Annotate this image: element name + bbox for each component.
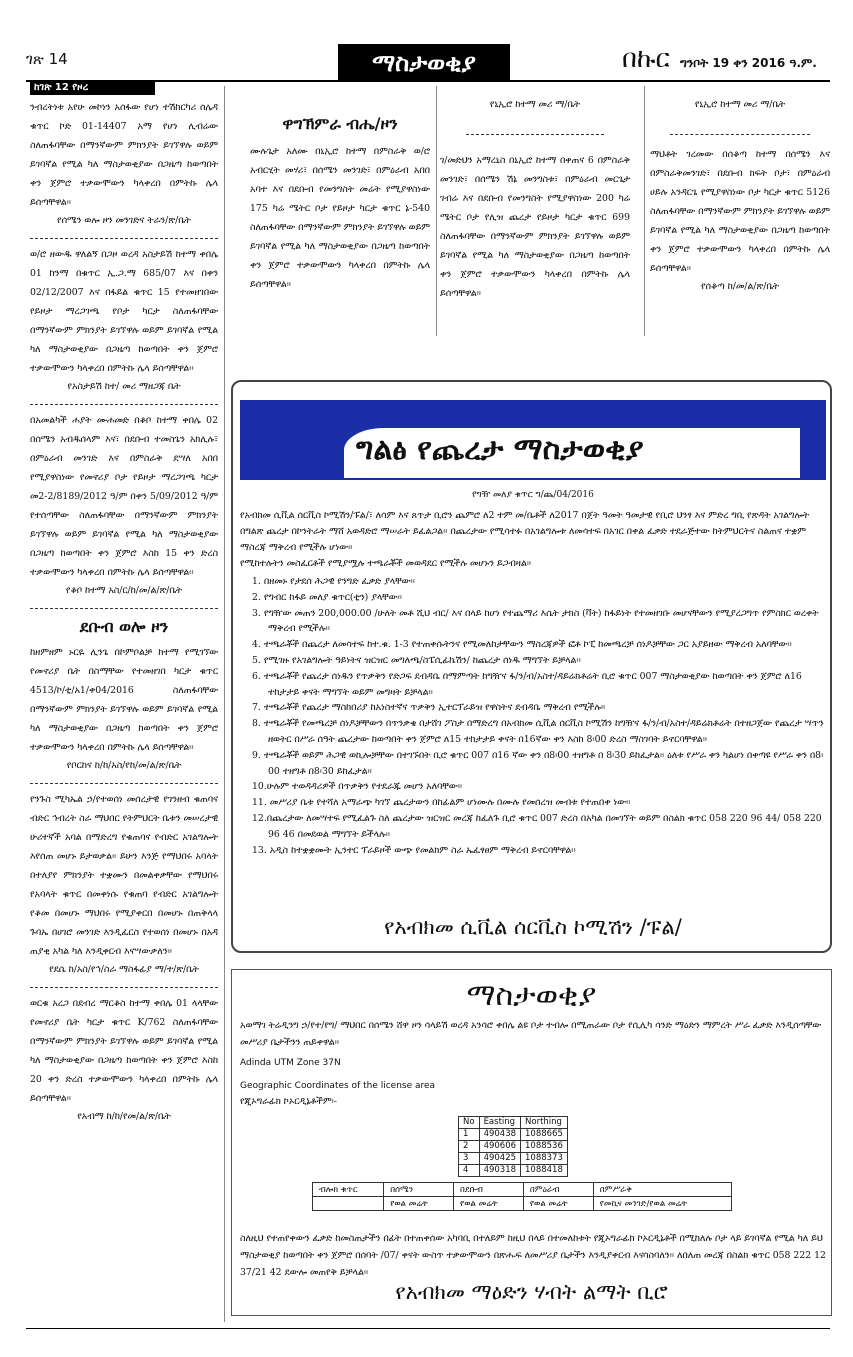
middle-column — [250, 114, 430, 294]
table-cell: 4 — [459, 1165, 480, 1177]
list-item: 4. ተጫራቾች በጨረታ ለመሳተፍ ከተ.ቁ. 1-3 የተጠቀሱትንና የሚመለከታቸውን ማስረጃዎች ፎቶ ኮፒ ከመጫረቻ ሰነዶቻቸው ጋር አያይዘው ማቅረብ አለባቸው፡፡ — [252, 639, 792, 651]
separator — [30, 404, 218, 405]
notice-signature: የኒኢሮ ከተማ መሪ ማ/ቤት — [489, 99, 581, 110]
bid-notice-title: ግልፅ የጨረታ ማስታወቂያ — [356, 432, 644, 467]
mining-notice-title: ማስታወቂያ — [466, 978, 597, 1013]
table-cell: 490318 — [479, 1165, 520, 1177]
table-row — [459, 1165, 568, 1177]
coordinates-label: Geographic Coordinates of the license area — [240, 1080, 436, 1091]
column-header: በምዕራብ — [523, 1183, 593, 1197]
coordinates-label-am: የጂኦግራፊክ ኮኦርዲኔቶችም፡- — [240, 1096, 337, 1107]
notice-text: ገ/መድህን አማረኒስ በኒኢሮ ከተማ በቀጠና 6 በምስራቅ መንገድ፣ በሰሜን ሽኔ መንግስቱ፣ በምዕራብ መርጌታ ገብሬ እና በደቡብ የመንግስት የሚያዋስነው 200 ካሬ ሜትር ቦታ የሊዝ ጨረታ የይዞታ ካርታ ቁጥር 699 ስለጠፋባቸው በማንኛውም ምክንያት ይገኘዋሉ ወይም ይገባኛል የሚል ካለ ማስታወቂያው በጋዜጣ ከወጣበት ቀን ጀምሮ ተቃውሞውን ካላቀረበ በምትኩ ሌላ ይሰጣቸዋል፡፡ — [440, 155, 630, 299]
list-item: 3. የግዥው መጠን 200,000.00 /ሁለት መቶ ሺህ ብር/ እና በላይ ከሆነ የተጨማሪ እሴት ታክስ (ቫት) ከፋይነት የተመዘገቡ መሆናቸውን የሚያረጋግጥ የምስክር ወረቀት ማቅረብ የሚችሉ፡፡ — [252, 607, 819, 635]
table-row — [459, 1153, 568, 1165]
separator — [30, 783, 218, 784]
notice-text: የንጉስ ሚካኤል ኃ/የተወሰነ መሰረታዊ የገንዘብ ቁጠባና ብድር ኅብረት ስራ ማህበር የትምህርት ቤቱን መሠረታዊ ሁሪተኛች አባል በማድረግ የቁጠባና የብድር አገልግሎት እየሰጠ መሆኑ ይታወቃል፡፡ ይሁን እንጅ የማህበሩ አባላት በተለያየ ምክንያት ተቋሙን በመልቀቃቸው የማህበሩ የአባላት ቁጥር በመቀነሱ የቁጠባ የብድር አገልግሎት የቆመ በመሆኑ ማህበሩ የሚያቀርበ በመሆኑ በጠቅላላ ጉባኤ በሀገሮ መንገድ እንዲፈርስ የተወሰነ በመሆኑ በአዳ ጠያቂ አካል ካለ እንዲቀርብ እናሣውቃለን፡፡ — [30, 794, 218, 957]
notice-signature: የሰቆጣ ከ/መ/ል/ጽ/ቤት — [700, 281, 780, 292]
notice-text: በአመልካች ሐያት ሙሐመድ በቆቦ ከተማ ቀበሌ 02 በሰሜን አብዱሰላም እና፣ በደቡብ ተመስጌን አክሊሉ፣ በምዕራብ መንገድ እና በምስራቅ ደሣለ አበበ የሚያዋስነው የመኖሪያ ቦታ የይዞታ ማረጋገጫ ካርታ መ2-2/8189/2012 ዓ/ም በቀን 5/09/2012 ዓ/ም የተሰጣቸው ስለጠፋባቸው በማንኛውም ምክንያት ይገኘዋሉ ወይም ይገባኛል የሚል ካለ ማስታወቂያው በጋዜጣ ከወጣበት ቀን ጀምሮ እስከ 15 ቀን ድረስ ተቃውሞውን ካላቀረበ በምትኩ ሌላ ይሰጣቸዋል፡፡ — [30, 415, 218, 578]
notice-text: ወ/ሮ ዘውዱ ዋለልኝ በጋዞ ወረዳ አስታይሽ ከተማ ቀበሌ 01 ከንማ በቁጥር ኢ.ጋ.ማ 685/07 እና በቀን 02/12/2007 እና በፋይል ቁጥር 15 የተመዘገበው የይዞታ ማረጋገጫ የቦታ ካርታ ስለጠፋባቸው በማንኛውም ምክንያት ይገኘዋሉ ወይም ይገባኛል የሚል ካለ ማስታወቂያው በጋዜጣ ከወጣበት ቀን ጀምሮ ተቃውሞውን ካላቀረበ በምትኩ ሌላ ይሰጣቸዋል፡፡ — [30, 249, 218, 374]
notice-signature: የደሴ ከ/አስ/የኅ/ስራ ማስፋፊያ ማ/ተ/ጽ/ቤት — [49, 964, 199, 975]
table-cell: 490425 — [479, 1153, 520, 1165]
boundary-table — [312, 1182, 732, 1211]
separator — [466, 134, 604, 135]
notice-signature: የአብማ ከ/ከ/የመ/ል/ጽ/ቤት — [77, 1111, 171, 1122]
list-item: 5. የሚገዙ የአገልግሎት ዓይነትና ዝርዝር መግለጫ/ስፔሲፊኬሽን/ ከጨረታ ሰነዱ ማግኘት ይቻላል፡፡ — [252, 654, 581, 666]
notice-signature: የአስታይሽ ከተ/ መሪ ማዘጋጃ ቤት — [67, 381, 181, 392]
third-column — [440, 96, 630, 303]
column-header: በምሥራቅ — [593, 1183, 731, 1197]
list-item: 1. በዘመኑ የታደሰ ሕጋዊ የንግድ ፈቃድ ያላቸው፡፡ — [252, 576, 415, 587]
table-cell — [313, 1197, 384, 1211]
list-item: 8. ተጫራቾች የመጫረቻ ሰነዶቻቸውን በጥንቃቄ በታሸገ ፖስታ በማድረግ በአብክመ ሲቪል ሰርቪስ ኮሚሽን ከግዥና ፋ/ን/ብ/አስተ/ዳይሬክቶሬት በተዘጋጀው የጨረታ ሣጥን ዘወትር በሥራ ሰዓት ጨረታው ከወጣበት ቀን ጀምሮ ለ15 ተከታታይ ቀናት በ16ኛው ቀን እስከ 8፡00 ድረስ ማስገባት ይኖርባቸዋል፡፡ — [252, 718, 824, 745]
issue-date: ግንቦት 19 ቀን 2016 ዓ.ም. — [680, 56, 817, 70]
bid-reference: የግዥ መለያ ቁጥር ግ/ጨ/04/2016 — [472, 490, 594, 500]
bid-intro-text: የአብክመ ሲቪል ሰርቪስ ኮሚሽን/ፑል/፣ ለሳም እና ጸጥታ ቢሮን ጨምሮ ለ2 ተም መ/ቤቶች ለ2017 በጀት ዓመት ዓመታዊ የቢሮ ህንፃ እና ምድረ ግቢ የጽዳት አገልግሎት በግልጽ ጨረታ በኮንትራት ማሸ አወዳድሮ ማሠራት ይፈልጋል፡፡ በጨረታው የሚሳተፉ በአገልግሎቱ ለመሳተፍ በአገር በቀል ፈቃድ ተደራጅተው ከትምህርትና ስልጠና ተቋም ማስረጃ ማቅረብ የሚችሉ ሆነው፡፡ — [240, 510, 810, 553]
table-cell: 490438 — [479, 1129, 520, 1141]
column-divider — [644, 86, 645, 336]
notice-text: ወርቁ አረጋ በደብረ ማርቆስ ከተማ ቀበሌ 01 ላላቸው የመኖሪያ ቤት ካርታ ቁጥር K/762 ስለጠፋባቸው በማንኛውም ምክንያት ይገኘዋሉ ወይም ይገባኛል የሚል ካለ ማስታወቂያው በጋዜጣ ከወጣበት ቀን ጀምሮ እስከ 20 ቀን ድረስ ተቃውሞውን ካላቀረበ በምትኩ ሌላ ይሰጣቸዋል፡፡ — [30, 998, 218, 1104]
newspaper-brand: በኩር — [622, 44, 670, 74]
mining-intro: አወማገ ትሬዲንግ ኃ/የተ/የግ/ ማህበር በሰሜን ሸዋ ዞን ሳላይሽ ወረዳ አንሳሮ ቀበሌ ልዩ ቦታ ተብሎ በሚጠራው ቦታ የሲሊካ ሳንድ ማዕድን ማምረት ሥራ ፈቃድ እንዲሰጣቸው መሥሪያ ቤታችንን ጠይቀዋል፡፡ — [240, 1020, 822, 1048]
column-header: በሰሜን — [384, 1183, 454, 1197]
table-cell: የወል መሬት — [523, 1197, 593, 1211]
page-number: ገጽ 14 — [26, 50, 68, 68]
notice-text: ከዘምዘም ኑርዬ ሊንጌ በኮምቦልቻ ከተማ የሚገኘው የመኖሪያ ቤት በስማቸው የተመዘገበ ካርታ ቁጥር 4513/ኮ/ቲ/አ1/ቀ04/2016 ስለጠፋባቸው በማንኛውም ምክንያት ይገኘዋሉ ወይም ይገባኛል የሚል ካለ ማስታወቂያው በጋዜጣ ከወጣበት ቀን ጀምሮ ተቃውሞውን ካላቀረበ በምትኩ ሌላ ይሰጣቸዋል፡፡ — [30, 647, 218, 753]
table-header-row — [459, 1117, 568, 1129]
table-cell: የወል መሬት — [384, 1197, 454, 1211]
table-row — [459, 1129, 568, 1141]
column-header: No — [459, 1117, 480, 1129]
table-cell: 1 — [459, 1129, 480, 1141]
separator — [670, 134, 810, 135]
table-cell: 490606 — [479, 1141, 520, 1153]
utm-coordinates-table — [458, 1116, 568, 1177]
zone-title: ደቡብ ወሎ ዞን — [79, 617, 169, 636]
column-header: Northing — [521, 1117, 568, 1129]
table-cell: የመኪና መንገድ/የወል መሬት — [593, 1197, 731, 1211]
notice-text: ሙሉጌታ አለሙ በኒኢሮ ከተማ በምስራቅ ወ/ሮ አብርሂት መሃሪ፣ በሰሜን መንገድ፣ በምዕራብ አበበ አባተ እና በደቡብ የመንግስት መሬት የሚያዋስነው 175 ካሬ ሜትር ቦታ የይዞታ ካርታ ቁጥር ኔ-540 ስለጠፋባቸው በማንኛውም ምክንያት ይገኘዋሉ ወይም ይገባኛል የሚል ካለ ማስታወቂያው በጋዜጣ ከወጣበት ቀን ጀምሮ ተቃውሞውን ካላቀረበ በምትኩ ሌላ ይሰጣቸዋል፡፡ — [250, 146, 430, 290]
list-item: 13. አዲስ ከተቋቋሙት ኢንተር ፕራይዞች ውጭ የመልክም ስራ ኤፈፃፀም ማቅረብ ይኖርባቸዋል፡፡ — [252, 844, 576, 856]
column-divider — [436, 86, 437, 336]
separator — [30, 987, 218, 988]
list-item: 10.ሁሉም ተወዳዳሪዎች በጥቃቅን የተደራጁ መሆን አለባቸው፡፡ — [252, 781, 463, 793]
utm-zone-label: Adinda UTM Zone 37N — [240, 1058, 341, 1068]
left-column — [30, 98, 218, 1126]
separator — [30, 608, 218, 609]
table-cell: 1088536 — [521, 1141, 568, 1153]
list-item: 11. መሥሪያ ቤቱ የተሻለ አማራጭ ካገኘ ጨረታውን በከፊልም ሆነሙሉ በሙሉ የመሰረዝ መብቱ የተጠበቀ ነው፡፡ — [252, 797, 631, 809]
table-cell: 1088665 — [521, 1129, 568, 1141]
table-cell: 3 — [459, 1153, 480, 1165]
table-cell: 1088373 — [521, 1153, 568, 1165]
mining-notice-body — [240, 1018, 826, 1111]
list-item: 2. የግብር ከፋይ መለያ ቁጥር(ቲን) ያላቸው፡፡ — [252, 591, 402, 603]
bid-requirements-list — [240, 574, 826, 858]
table-cell: 2 — [459, 1141, 480, 1153]
notice-text: ማህቶት ገረመው በሰቆጣ ከተማ በሰሜን እና በምስራቅመንገድ፣ በደቡብ ክፍት ቦታ፣ በምዕራብ ሀይሉ አንዳርጌ የሚያዋስነው ቦታ ካርታ ቁጥር 5126 ስለጠፋባቸው በማንኛውም ምክንያት ይገኘዋሉ ወይም ይገባኛል የሚል ካለ ማስታወቂያው በጋዜጣ ከወጣበት ቀን ጀምሮ ተቃውሞውን ካላቀረበ በምትኩ ሌላ ይሰጣቸዋል፡፡ — [650, 149, 830, 274]
table-row — [459, 1141, 568, 1153]
column-header: ብሎክ ቁጥር — [313, 1183, 384, 1197]
separator — [30, 238, 218, 239]
list-item: 12.በጨረታው ለመሣተፍ የሚፈልጉ ስለ ጨረታው ዝርዝር መረጃ ከፈለጉ ቢሮ ቁጥር 007 ድረስ በአካል በመገኘት ወይም በስልክ ቁጥር 058 220 96 44/ 058 220 96 46 በመደወል ማግኘት ይችላሉ፡፡ — [252, 812, 822, 840]
notice-signature: የኒኢሮ ከተማ መሪ ማ/ቤት — [694, 99, 786, 110]
column-header: Easting — [479, 1117, 520, 1129]
section-title: ማስታወቂያ — [338, 44, 510, 82]
table-cell: 1088418 — [521, 1165, 568, 1177]
continued-label: ከገጽ 12 የዞረ — [30, 80, 155, 95]
table-cell: የወል መሬት — [454, 1197, 524, 1211]
notice-text: ንብረትነቱ አየሁ መኮነን አሰፋው የሆነ ተሽከርካሪ ሰሌዳ ቁጥር ኮድ 01-14407 አማ የሆነ ሊብሬው ስለጠፋባቸው በማንኛውም ምክንያት ይገኘዋሉ ወይም ይገባኛል የሚል ካለ ማስታወቂያው በጋዜጣ ከወጣበት ቀን ጀምሮ ተቃውሞውን ካላቀረበ በምትኩ ሌላ ይሰጣቸዋል፡፡ — [30, 102, 218, 208]
column-divider — [224, 86, 225, 1322]
list-item: 6. ተጫራቾች የጨረታ ሰነዱን የጥቃቅን የድጋፍ ደብዳቤ በማምጣት ከግዥና ፋ/ን/ብ/አስተ/ዳይሬክቶሬት ቢሮ ቁጥር 007 ማስታወቂያው ከወጣበት ቀን ጀምሮ ለ16 ተከታታይ ቀናት ማግኘት ወይም መግዛት ይቻላል፡፡ — [252, 670, 802, 698]
list-item: 9. ተጫራቾች ወይም ሕጋዊ ወኪሎቻቸው በተገኙበት ቢሮ ቁጥር 007 በ16 ኛው ቀን በ8፡00 ተዘግቶ በ 8፡30 ይከፈታል፡፡ ዕለቱ የሥራ ቀን ካልሆነ በቀጣዩ የሥራ ቀን በ8፡00 ተዘግቶ በ8፡30 ይከፈታል፡፡ — [252, 749, 824, 777]
notice-signature: የቆቦ ከተማ አስ/ር/ከ/መ/ል/ጽ/ቤት — [65, 585, 183, 596]
table-header-row — [313, 1183, 732, 1197]
bid-notice-signature: የአብክመ ሲቪል ሰርቪስ ኮሚሽን /ፑል/ — [384, 915, 682, 939]
list-item: 7. ተጫራቾች የጨረታ ማስከበሪያ ከአነስተኛና ጥቃቅን ኢተርፕራይዝ የዋስትና ደብዳቤ ማቅረብ የሚችሉ፡፡ — [252, 702, 606, 714]
column-header: በደቡብ — [454, 1183, 524, 1197]
mining-notice-signature: የአብክመ ማዕድን ሃብት ልማት ቢሮ — [395, 1280, 668, 1304]
notice-signature: የቦርከና ከ/ከ/አስ/የከ/መ/ል/ጽ/ቤት — [66, 760, 182, 771]
fourth-column — [650, 96, 830, 296]
notice-signature: የሰሜን ወሎ ዞን መንገድና ትራን/ጽ/ቤት — [57, 215, 191, 226]
mining-notice-footer: ስለዚህ የተጠየቀውን ፈቃድ ከመስጠታችን በፊት በተጠቀሰው አካባቢ በተለይም ከዚህ በላይ በተመለከቱት የጂኦግራፊክ ኮኦርዲኔቶች በሚከለሉ ቦታ ላይ ይገባኛል የሚል ካለ ይህ ማስታወቂያ ከወጣበት ቀን ጀምሮ በሰባት /07/ ቀናት ውስጥ ተቃውሞውን በጽሑፍ ለመሥሪያ ቤታችን እንዲያቀርብ እናሳስባለን፡፡ ለበለጠ መረጃ በስልክ ቁጥር 058 222 12 37/21 42 ደውሎ መጠየቅ ይቻላል፡፡ — [240, 1233, 826, 1278]
zone-title: ዋግኽምራ ብሔ/ዞን — [282, 114, 398, 133]
bid-intro — [240, 508, 826, 572]
table-row — [313, 1197, 732, 1211]
footer-rule — [26, 1328, 830, 1329]
bid-intro-text: የሚከተሉትን መስፈርቶች የሚያሟሉ ተጫራቾች መወዳደር የሚችሉ መሆኑን ይጋብዛል፡፡ — [240, 558, 532, 569]
